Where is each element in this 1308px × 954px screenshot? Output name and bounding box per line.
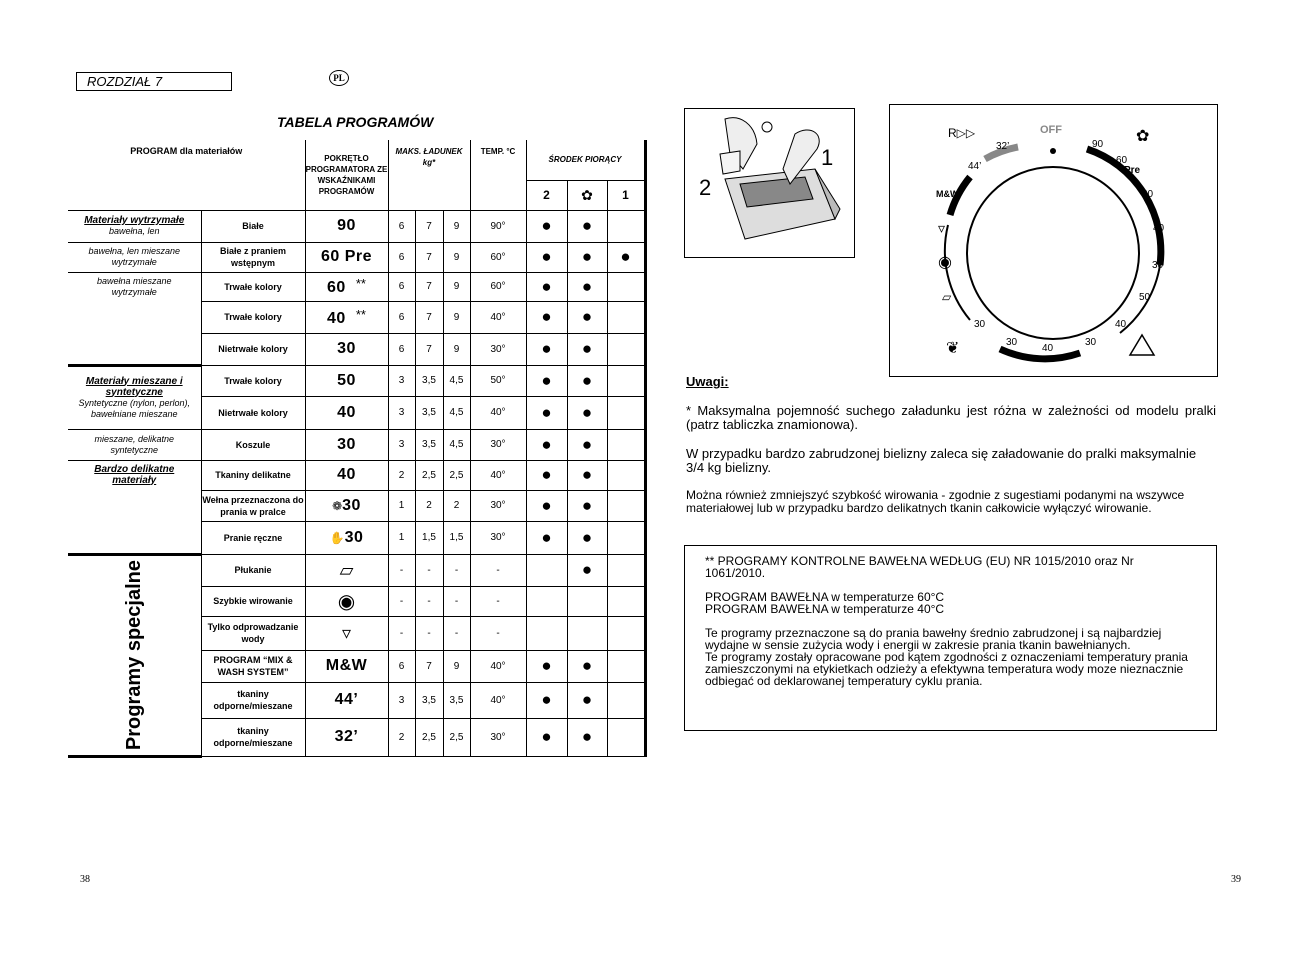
detergent-flower: ●: [567, 718, 607, 756]
table-row: [68, 365, 645, 396]
temperature: 40°: [470, 682, 526, 718]
page-number-right: 39: [1231, 874, 1241, 885]
table-row: [68, 210, 645, 242]
program-name: Wełna przeznaczona do prania w pralce: [201, 490, 305, 521]
detergent-2: ●: [526, 521, 567, 554]
program-name: Tylko odprowadzanie wody: [201, 616, 305, 650]
material-heading: Materiały wytrzymałe: [84, 215, 185, 226]
knob-cell: [305, 429, 388, 460]
knob-cell: [305, 460, 388, 490]
load-2: 3,5: [415, 682, 443, 718]
load-1: 6: [388, 333, 415, 365]
load-3: 9: [443, 272, 470, 301]
temperature: 40°: [470, 650, 526, 682]
load-1: -: [388, 586, 415, 616]
box-p2: PROGRAM BAWEŁNA w temperaturze 60°C PROGRAM BAWEŁNA w temperaturze 40°C: [705, 590, 945, 616]
temperature: 90°: [470, 210, 526, 242]
load-3: -: [443, 586, 470, 616]
program-name: Nietrwałe kolory: [201, 396, 305, 429]
material-heading: Bardzo delikatne materiały: [94, 463, 175, 486]
note-1: * Maksymalna pojemność suchego załadunku jest różna w zależności od modelu pralki (patrz tabliczka znamionowa).: [686, 403, 1216, 432]
knob-value: 40: [337, 403, 356, 421]
detergent-flower: ●: [567, 396, 607, 429]
knob-cell: [305, 210, 388, 242]
knob-cell: [305, 365, 388, 396]
load-3: 2: [443, 490, 470, 521]
knob-cell: [305, 586, 388, 616]
spin-icon: ◉: [337, 590, 356, 613]
header-load: MAKS. ŁADUNEK kg*: [388, 140, 470, 210]
load-3: 9: [443, 301, 470, 333]
knob-value: M&W: [325, 657, 368, 674]
temperature: 60°: [470, 272, 526, 301]
load-2: 3,5: [415, 396, 443, 429]
load-2: 3,5: [415, 429, 443, 460]
program-name: Płukanie: [201, 554, 305, 586]
program-name: Nietrwałe kolory: [201, 333, 305, 365]
rinse-icon: ▱: [942, 290, 952, 304]
header-temp: TEMP. °C: [470, 140, 526, 210]
detergent-flower: ●: [567, 301, 607, 333]
detergent-flower: ●: [567, 682, 607, 718]
load-2: 7: [415, 301, 443, 333]
load-3: 9: [443, 333, 470, 365]
program-name: Tkaniny delikatne: [201, 460, 305, 490]
knob-value: 30: [337, 340, 356, 357]
detergent-flower: ●: [567, 333, 607, 365]
table-row: [68, 554, 645, 586]
chapter-label: ROZDZIAŁ 7: [76, 72, 232, 91]
rinse-fast-icon: R▷▷: [948, 126, 976, 140]
dial-off: OFF: [1040, 124, 1062, 136]
load-1: 2: [388, 718, 415, 756]
knob-value: 60 Pre: [320, 248, 373, 265]
load-3: 4,5: [443, 396, 470, 429]
detergent-1: [607, 616, 645, 650]
load-2: 7: [415, 242, 443, 272]
table-row: [68, 460, 645, 490]
detergent-2: ●: [526, 365, 567, 396]
load-3: 3,5: [443, 682, 470, 718]
dial-hand-30: 30: [974, 319, 986, 330]
detergent-2: ●: [526, 718, 567, 756]
detergent-flower: ●: [567, 429, 607, 460]
temperature: 60°: [470, 242, 526, 272]
detergent-flower: ●: [567, 650, 607, 682]
material-cell: [68, 242, 201, 272]
load-3: 4,5: [443, 365, 470, 396]
detergent-2: ●: [526, 682, 567, 718]
load-1: 6: [388, 301, 415, 333]
dial-32: 32’: [996, 141, 1010, 152]
load-1: -: [388, 554, 415, 586]
detergent-2: ●: [526, 490, 567, 521]
temperature: 30°: [470, 429, 526, 460]
dial-40b: 40: [1115, 319, 1127, 330]
detergent-2: ●: [526, 272, 567, 301]
detergent-1: [607, 682, 645, 718]
program-name: tkaniny odporne/mieszane: [201, 682, 305, 718]
stars: **: [355, 306, 366, 322]
detergent-flower: ●: [567, 365, 607, 396]
detergent-2: [526, 616, 567, 650]
triangle-icon: [1130, 335, 1154, 355]
program-name: Koszule: [201, 429, 305, 460]
detergent-1: [607, 396, 645, 429]
box-p3: Te programy przeznaczone są do prania bawełny średnio zabrudzonej i są najbardziej wydajne w sensie zużycia wody i energii w zakresie prania tkanin bawełnianych. Te programy zostały opracowane pod kątem zgodności z oznaczeniami temperatury prania zamieszczonymi na etykietkach odzieży a efektywna temperatura wody moze nieznacznie odbiegać od deklarowanej temperatury cyklu prania.: [705, 626, 1188, 688]
detergent-2: ●: [526, 460, 567, 490]
detergent-1: [607, 586, 645, 616]
program-name: Trwałe kolory: [201, 301, 305, 333]
knob-value: 60: [327, 279, 346, 296]
page-number-left: 38: [80, 874, 90, 885]
program-name: Pranie ręczne: [201, 521, 305, 554]
load-1: 6: [388, 650, 415, 682]
detergent-1: [607, 460, 645, 490]
material-cell: [68, 460, 201, 554]
header-detergent: ŚRODEK PIORĄCY: [526, 140, 645, 180]
detergent-1: [607, 365, 645, 396]
load-1: -: [388, 616, 415, 650]
temperature: -: [470, 586, 526, 616]
load-1: 6: [388, 210, 415, 242]
program-name: Trwałe kolory: [201, 272, 305, 301]
table-row: [68, 242, 645, 272]
knob-value: 40: [337, 466, 356, 483]
knob-cell: [305, 242, 388, 272]
detergent-2: ●: [526, 210, 567, 242]
detergent-1: [607, 554, 645, 586]
detergent-drawer-illustration: [684, 108, 855, 258]
temperature: 40°: [470, 301, 526, 333]
load-2: 7: [415, 272, 443, 301]
table-row: [68, 429, 645, 460]
knob-value: 30: [344, 528, 364, 546]
dial-mw: M&W: [936, 189, 959, 199]
detergent-flower: ●: [567, 272, 607, 301]
knob-cell: [305, 490, 388, 521]
detergent-2: ●: [526, 333, 567, 365]
program-table: [68, 140, 647, 758]
temperature: 30°: [470, 718, 526, 756]
load-2: 2,5: [415, 460, 443, 490]
knob-value: 30: [337, 435, 356, 453]
drawer-label-1: 1: [821, 145, 834, 170]
detergent-2: [526, 554, 567, 586]
detergent-flower: ●: [567, 460, 607, 490]
temperature: 50°: [470, 365, 526, 396]
detergent-col-1: 1: [607, 180, 645, 210]
load-1: 6: [388, 272, 415, 301]
load-1: 1: [388, 490, 415, 521]
box-p1: ** PROGRAMY KONTROLNE BAWEŁNA WEDŁUG (EU) NR 1015/2010 oraz Nr 1061/2010.: [705, 554, 1134, 580]
temperature: 40°: [470, 460, 526, 490]
wool-icon: ❁: [332, 498, 343, 513]
leaf-icon: ❦: [946, 340, 960, 357]
stain-icon: ✿: [1136, 128, 1150, 145]
dial-44: 44’: [968, 161, 982, 172]
knob-cell: [305, 521, 388, 554]
material-desc: mieszane, delikatne syntetyczne: [94, 433, 175, 455]
spin-icon: ◉: [938, 254, 952, 271]
knob-cell: [305, 718, 388, 756]
material-cell: [68, 272, 201, 365]
material-cell: [68, 210, 201, 242]
stars: **: [355, 276, 366, 291]
detergent-1: [607, 650, 645, 682]
header-program: PROGRAM dla materiałów: [130, 146, 243, 156]
load-3: 9: [443, 650, 470, 682]
load-2: 2,5: [415, 718, 443, 756]
knob-cell: [305, 682, 388, 718]
load-2: 2: [415, 490, 443, 521]
detergent-2: ●: [526, 429, 567, 460]
load-2: -: [415, 554, 443, 586]
drawer-label-2: 2: [699, 175, 712, 200]
detergent-2: ●: [526, 650, 567, 682]
program-name: Trwałe kolory: [201, 365, 305, 396]
detergent-flower: ●: [567, 210, 607, 242]
program-name: Białe: [201, 210, 305, 242]
load-3: -: [443, 616, 470, 650]
detergent-flower: ●: [567, 521, 607, 554]
detergent-1: [607, 521, 645, 554]
detergent-1: ●: [607, 242, 645, 272]
load-2: 7: [415, 210, 443, 242]
detergent-1: [607, 333, 645, 365]
detergent-flower: [567, 616, 607, 650]
dial-40: 40: [1153, 223, 1165, 234]
detergent-flower: [567, 586, 607, 616]
detergent-col-2: 2: [526, 180, 567, 210]
load-2: -: [415, 616, 443, 650]
knob-cell: [305, 272, 388, 301]
language-badge: PL: [329, 70, 349, 86]
material-sub: bawełna, len: [108, 226, 160, 236]
program-name: Białe z praniem wstępnym: [201, 242, 305, 272]
program-name: Szybkie wirowanie: [201, 586, 305, 616]
load-2: 1,5: [415, 521, 443, 554]
notes-title: Uwagi:: [686, 374, 729, 389]
load-1: 3: [388, 396, 415, 429]
load-2: 7: [415, 333, 443, 365]
material-cell: [68, 554, 201, 756]
note-3: Można również zmniejszyć szybkość wirowania - zgodnie z sugestiami podanymi na wszywce materiałowej lub w przypadku bardzo delikatnych tkanin całkowicie wyłączyć wirowanie.: [686, 488, 1185, 515]
detergent-2: ●: [526, 301, 567, 333]
material-sub: Syntetyczne (nylon, perlon), bawełniane mieszane: [78, 397, 191, 419]
header-knob: POKRĘTŁO PROGRAMATORA ZE WSKAŹNIKAMI PROGRAMÓW: [305, 140, 388, 210]
dial-60b: 60: [1142, 189, 1154, 200]
dial-wool-30: 30: [1006, 337, 1018, 348]
detergent-1: [607, 272, 645, 301]
detergent-2: ●: [526, 396, 567, 429]
temperature: 30°: [470, 521, 526, 554]
temperature: 40°: [470, 396, 526, 429]
detergent-flower: ●: [567, 242, 607, 272]
detergent-1: [607, 429, 645, 460]
hand-wash-icon: ✋: [329, 530, 345, 545]
load-1: 2: [388, 460, 415, 490]
material-cell: [68, 365, 201, 429]
load-1: 3: [388, 365, 415, 396]
detergent-1: [607, 210, 645, 242]
flower-icon: ✿: [567, 180, 607, 210]
dial-90: 90: [1092, 139, 1104, 150]
dial-40c: 40: [1042, 343, 1054, 354]
load-2: -: [415, 586, 443, 616]
temperature: 30°: [470, 490, 526, 521]
note-2: W przypadku bardzo zabrudzonej bielizny zaleca się załadowanie do pralki maksymalnie 3/4 kg bielizny.: [686, 446, 1197, 475]
load-3: 1,5: [443, 521, 470, 554]
dial-60: 60: [1116, 155, 1128, 166]
temperature: 30°: [470, 333, 526, 365]
load-3: -: [443, 554, 470, 586]
load-1: 3: [388, 682, 415, 718]
detergent-1: [607, 718, 645, 756]
program-name: PROGRAM “MIX & WASH SYSTEM”: [201, 650, 305, 682]
knob-value: 44’: [334, 691, 359, 708]
knob-value: 90: [337, 217, 356, 234]
table-row: [68, 272, 645, 301]
knob-cell: [305, 650, 388, 682]
material-desc: bawełna, len mieszane wytrzymałe: [88, 246, 181, 267]
dial-30b: 30: [1085, 337, 1097, 348]
knob-cell: [305, 333, 388, 365]
knob-cell: [305, 396, 388, 429]
load-3: 4,5: [443, 429, 470, 460]
detergent-1: [607, 301, 645, 333]
knob-cell: [305, 554, 388, 586]
load-2: 7: [415, 650, 443, 682]
knob-cell: [305, 616, 388, 650]
material-cell: [68, 429, 201, 460]
knob-cell: [305, 301, 388, 333]
knob-value: 30: [342, 496, 361, 514]
dial-50: 50: [1139, 292, 1151, 303]
material-heading: Materiały mieszane i syntetyczne: [85, 375, 183, 398]
detergent-2: [526, 586, 567, 616]
load-3: 9: [443, 242, 470, 272]
knob-value: 50: [337, 371, 356, 389]
load-1: 1: [388, 521, 415, 554]
load-3: 2,5: [443, 718, 470, 756]
load-1: 6: [388, 242, 415, 272]
drain-icon: ▿: [938, 220, 946, 236]
material-desc: bawełna mieszane wytrzymałe: [96, 275, 172, 297]
knob-value: 40: [327, 309, 346, 327]
table-title: TABELA PROGRAMÓW: [277, 114, 434, 130]
special-programs-label: Programy specjalne: [123, 559, 146, 751]
program-name: tkaniny odporne/mieszane: [201, 718, 305, 756]
detergent-2: ●: [526, 242, 567, 272]
load-2: 3,5: [415, 365, 443, 396]
detergent-flower: ●: [567, 490, 607, 521]
load-1: 3: [388, 429, 415, 460]
control-programs-box: [684, 545, 1217, 731]
load-3: 9: [443, 210, 470, 242]
detergent-flower: ●: [567, 554, 607, 586]
dial-30: 30: [1152, 260, 1164, 271]
load-3: 2,5: [443, 460, 470, 490]
dial-pre: Pre: [1124, 165, 1141, 176]
program-dial-illustration: [889, 104, 1218, 377]
drain-icon: ▿: [341, 622, 352, 643]
knob-value: 32’: [334, 728, 359, 745]
rinse-icon: ▱: [339, 559, 354, 580]
temperature: -: [470, 554, 526, 586]
detergent-1: [607, 490, 645, 521]
temperature: -: [470, 616, 526, 650]
